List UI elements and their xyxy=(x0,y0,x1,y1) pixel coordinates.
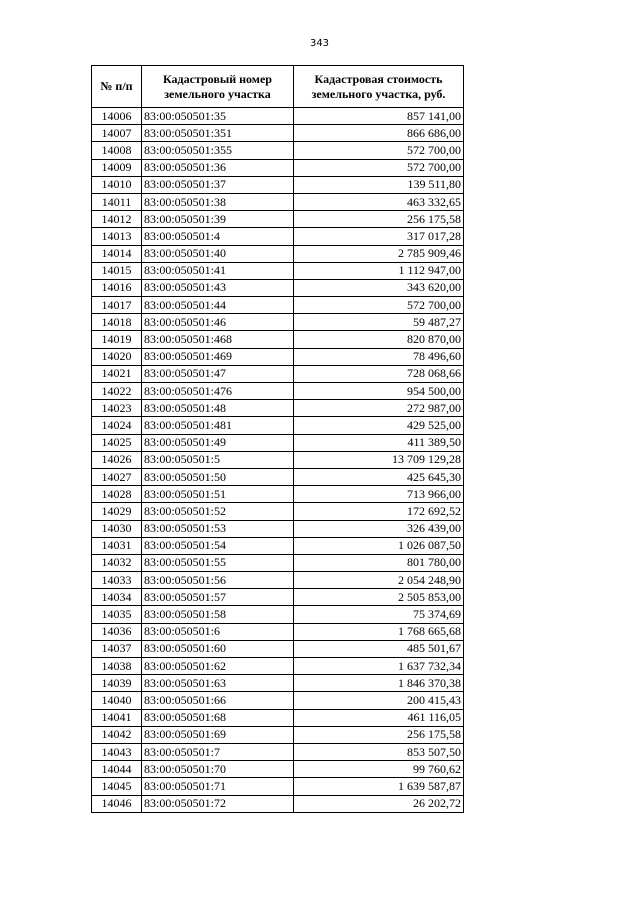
cadastral-number-cell: 83:00:050501:41 xyxy=(142,262,294,279)
cadastral-value-cell: 326 439,00 xyxy=(294,520,464,537)
table-row xyxy=(92,434,464,451)
cadastral-number-cell: 83:00:050501:351 xyxy=(142,125,294,142)
row-number-cell: 14022 xyxy=(92,383,142,400)
cadastral-number-cell: 83:00:050501:68 xyxy=(142,709,294,726)
cadastral-number-cell: 83:00:050501:63 xyxy=(142,675,294,692)
cadastral-value-cell: 1 637 732,34 xyxy=(294,658,464,675)
cadastral-number-cell: 83:00:050501:481 xyxy=(142,417,294,434)
cadastral-value-cell: 1 639 587,87 xyxy=(294,778,464,795)
row-number-cell: 14046 xyxy=(92,795,142,812)
row-number-cell: 14006 xyxy=(92,108,142,125)
table-row xyxy=(92,108,464,125)
table-row xyxy=(92,228,464,245)
table-row xyxy=(92,468,464,485)
cadastral-number-cell: 83:00:050501:468 xyxy=(142,331,294,348)
cadastral-value-cell: 572 700,00 xyxy=(294,297,464,314)
row-number-cell: 14036 xyxy=(92,623,142,640)
table-row xyxy=(92,159,464,176)
cadastral-number-cell: 83:00:050501:69 xyxy=(142,726,294,743)
cadastral-number-cell: 83:00:050501:6 xyxy=(142,623,294,640)
cadastral-value-cell: 317 017,28 xyxy=(294,228,464,245)
row-number-cell: 14042 xyxy=(92,726,142,743)
cadastral-value-cell: 172 692,52 xyxy=(294,503,464,520)
row-number-cell: 14017 xyxy=(92,297,142,314)
cadastral-value-cell: 1 768 665,68 xyxy=(294,623,464,640)
table-header-row xyxy=(92,66,464,108)
cadastral-value-cell: 75 374,69 xyxy=(294,606,464,623)
cadastral-number-cell: 83:00:050501:39 xyxy=(142,211,294,228)
table-row xyxy=(92,383,464,400)
cadastral-number-cell: 83:00:050501:36 xyxy=(142,159,294,176)
table-row xyxy=(92,675,464,692)
row-number-cell: 14021 xyxy=(92,365,142,382)
row-number-cell: 14020 xyxy=(92,348,142,365)
cadastral-number-cell: 83:00:050501:5 xyxy=(142,451,294,468)
cadastral-number-cell: 83:00:050501:70 xyxy=(142,761,294,778)
row-number-cell: 14031 xyxy=(92,537,142,554)
cadastral-value-cell: 78 496,60 xyxy=(294,348,464,365)
table-row xyxy=(92,451,464,468)
row-number-cell: 14041 xyxy=(92,709,142,726)
cadastral-value-cell: 713 966,00 xyxy=(294,486,464,503)
cadastral-value-cell: 1 846 370,38 xyxy=(294,675,464,692)
row-number-cell: 14039 xyxy=(92,675,142,692)
table-row xyxy=(92,572,464,589)
row-number-cell: 14024 xyxy=(92,417,142,434)
table-row xyxy=(92,520,464,537)
cadastral-value-cell: 485 501,67 xyxy=(294,640,464,657)
table-row xyxy=(92,709,464,726)
cadastral-number-cell: 83:00:050501:60 xyxy=(142,640,294,657)
cadastral-value-cell: 13 709 129,28 xyxy=(294,451,464,468)
row-number-cell: 14040 xyxy=(92,692,142,709)
table-row xyxy=(92,486,464,503)
cadastral-number-cell: 83:00:050501:72 xyxy=(142,795,294,812)
cadastral-value-cell: 99 760,62 xyxy=(294,761,464,778)
cadastral-number-cell: 83:00:050501:56 xyxy=(142,572,294,589)
table-row xyxy=(92,658,464,675)
row-number-cell: 14026 xyxy=(92,451,142,468)
cadastral-value-cell: 1 026 087,50 xyxy=(294,537,464,554)
row-number-cell: 14019 xyxy=(92,331,142,348)
table-row xyxy=(92,331,464,348)
cadastral-value-table xyxy=(91,65,464,813)
row-number-cell: 14034 xyxy=(92,589,142,606)
row-number-cell: 14012 xyxy=(92,211,142,228)
row-number-cell: 14023 xyxy=(92,400,142,417)
table-row xyxy=(92,606,464,623)
cadastral-number-cell: 83:00:050501:53 xyxy=(142,520,294,537)
cadastral-value-cell: 411 389,50 xyxy=(294,434,464,451)
row-number-cell: 14014 xyxy=(92,245,142,262)
table-row xyxy=(92,279,464,296)
cadastral-number-cell: 83:00:050501:47 xyxy=(142,365,294,382)
table-row xyxy=(92,176,464,193)
row-number-cell: 14045 xyxy=(92,778,142,795)
cadastral-number-cell: 83:00:050501:50 xyxy=(142,468,294,485)
cadastral-value-cell: 728 068,66 xyxy=(294,365,464,382)
row-number-cell: 14043 xyxy=(92,743,142,760)
cadastral-value-cell: 2 785 909,46 xyxy=(294,245,464,262)
cadastral-number-cell: 83:00:050501:49 xyxy=(142,434,294,451)
cadastral-value-cell: 343 620,00 xyxy=(294,279,464,296)
header-row-number: № п/п xyxy=(92,66,142,108)
table-body xyxy=(92,108,464,813)
cadastral-number-cell: 83:00:050501:38 xyxy=(142,193,294,210)
row-number-cell: 14032 xyxy=(92,554,142,571)
cadastral-number-cell: 83:00:050501:43 xyxy=(142,279,294,296)
cadastral-value-cell: 2 054 248,90 xyxy=(294,572,464,589)
table-row xyxy=(92,589,464,606)
cadastral-number-cell: 83:00:050501:57 xyxy=(142,589,294,606)
row-number-cell: 14025 xyxy=(92,434,142,451)
header-cadastral-value: Кадастровая стоимость земельного участка, руб. xyxy=(294,66,464,108)
cadastral-value-cell: 26 202,72 xyxy=(294,795,464,812)
table-row xyxy=(92,554,464,571)
cadastral-value-cell: 572 700,00 xyxy=(294,142,464,159)
page-number: 343 xyxy=(309,38,330,49)
cadastral-value-cell: 256 175,58 xyxy=(294,211,464,228)
row-number-cell: 14009 xyxy=(92,159,142,176)
cadastral-number-cell: 83:00:050501:35 xyxy=(142,108,294,125)
cadastral-number-cell: 83:00:050501:469 xyxy=(142,348,294,365)
cadastral-number-cell: 83:00:050501:54 xyxy=(142,537,294,554)
header-cadastral-number: Кадастровый номер земельного участка xyxy=(142,66,294,108)
cadastral-value-cell: 59 487,27 xyxy=(294,314,464,331)
cadastral-number-cell: 83:00:050501:355 xyxy=(142,142,294,159)
cadastral-value-cell: 954 500,00 xyxy=(294,383,464,400)
table-row xyxy=(92,795,464,812)
cadastral-value-cell: 1 112 947,00 xyxy=(294,262,464,279)
cadastral-number-cell: 83:00:050501:44 xyxy=(142,297,294,314)
row-number-cell: 14008 xyxy=(92,142,142,159)
cadastral-value-cell: 461 116,05 xyxy=(294,709,464,726)
table-row xyxy=(92,778,464,795)
cadastral-value-cell: 425 645,30 xyxy=(294,468,464,485)
row-number-cell: 14013 xyxy=(92,228,142,245)
cadastral-value-cell: 139 511,80 xyxy=(294,176,464,193)
cadastral-value-cell: 801 780,00 xyxy=(294,554,464,571)
table-row xyxy=(92,417,464,434)
cadastral-number-cell: 83:00:050501:7 xyxy=(142,743,294,760)
row-number-cell: 14030 xyxy=(92,520,142,537)
table-row xyxy=(92,640,464,657)
table-row xyxy=(92,623,464,640)
row-number-cell: 14018 xyxy=(92,314,142,331)
row-number-cell: 14033 xyxy=(92,572,142,589)
cadastral-value-cell: 2 505 853,00 xyxy=(294,589,464,606)
cadastral-value-cell: 256 175,58 xyxy=(294,726,464,743)
cadastral-number-cell: 83:00:050501:51 xyxy=(142,486,294,503)
cadastral-number-cell: 83:00:050501:52 xyxy=(142,503,294,520)
cadastral-value-cell: 572 700,00 xyxy=(294,159,464,176)
row-number-cell: 14035 xyxy=(92,606,142,623)
cadastral-value-cell: 463 332,65 xyxy=(294,193,464,210)
cadastral-number-cell: 83:00:050501:37 xyxy=(142,176,294,193)
row-number-cell: 14011 xyxy=(92,193,142,210)
table-row xyxy=(92,297,464,314)
row-number-cell: 14027 xyxy=(92,468,142,485)
table-row xyxy=(92,537,464,554)
cadastral-number-cell: 83:00:050501:46 xyxy=(142,314,294,331)
cadastral-value-cell: 429 525,00 xyxy=(294,417,464,434)
cadastral-number-cell: 83:00:050501:71 xyxy=(142,778,294,795)
table-row xyxy=(92,193,464,210)
table-row xyxy=(92,262,464,279)
row-number-cell: 14038 xyxy=(92,658,142,675)
row-number-cell: 14016 xyxy=(92,279,142,296)
table-row xyxy=(92,125,464,142)
table-row xyxy=(92,314,464,331)
cadastral-value-cell: 272 987,00 xyxy=(294,400,464,417)
table-row xyxy=(92,142,464,159)
cadastral-value-cell: 866 686,00 xyxy=(294,125,464,142)
table-row xyxy=(92,348,464,365)
cadastral-number-cell: 83:00:050501:4 xyxy=(142,228,294,245)
cadastral-number-cell: 83:00:050501:476 xyxy=(142,383,294,400)
table-row xyxy=(92,761,464,778)
cadastral-value-cell: 200 415,43 xyxy=(294,692,464,709)
table-row xyxy=(92,692,464,709)
row-number-cell: 14015 xyxy=(92,262,142,279)
table-row xyxy=(92,365,464,382)
cadastral-value-cell: 857 141,00 xyxy=(294,108,464,125)
cadastral-value-cell: 853 507,50 xyxy=(294,743,464,760)
table-row xyxy=(92,503,464,520)
table-row xyxy=(92,726,464,743)
table-row xyxy=(92,743,464,760)
cadastral-number-cell: 83:00:050501:55 xyxy=(142,554,294,571)
row-number-cell: 14010 xyxy=(92,176,142,193)
table-row xyxy=(92,400,464,417)
cadastral-number-cell: 83:00:050501:62 xyxy=(142,658,294,675)
cadastral-number-cell: 83:00:050501:58 xyxy=(142,606,294,623)
table-row xyxy=(92,245,464,262)
row-number-cell: 14007 xyxy=(92,125,142,142)
row-number-cell: 14037 xyxy=(92,640,142,657)
row-number-cell: 14029 xyxy=(92,503,142,520)
row-number-cell: 14028 xyxy=(92,486,142,503)
cadastral-number-cell: 83:00:050501:48 xyxy=(142,400,294,417)
cadastral-number-cell: 83:00:050501:40 xyxy=(142,245,294,262)
table-row xyxy=(92,211,464,228)
row-number-cell: 14044 xyxy=(92,761,142,778)
cadastral-value-cell: 820 870,00 xyxy=(294,331,464,348)
cadastral-number-cell: 83:00:050501:66 xyxy=(142,692,294,709)
